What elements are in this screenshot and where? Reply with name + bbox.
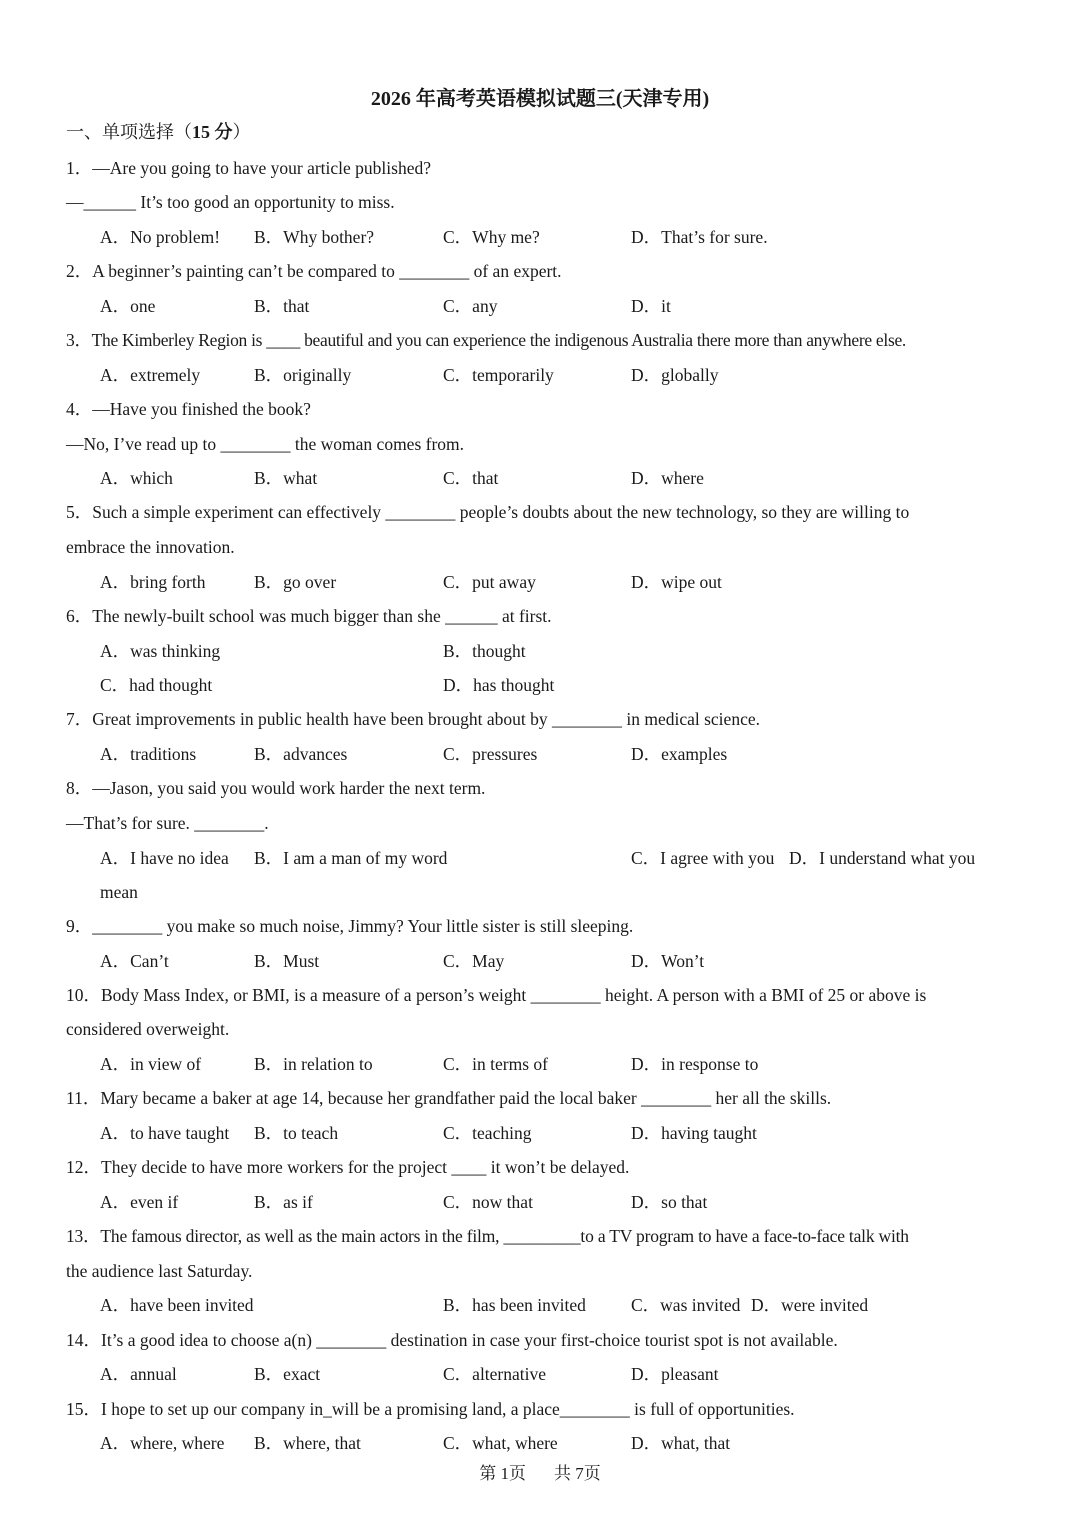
question-7-option-d: D．examples bbox=[631, 744, 728, 764]
question-10-option-b: B．in relation to bbox=[254, 1054, 373, 1074]
question-13-line-1: 13．The famous director, as well as the main actors in the film, _________to a TV program to have a face-to-face talk with bbox=[66, 1226, 909, 1246]
question-3-option-b: B．originally bbox=[254, 365, 352, 385]
question-10-option-c: C．in terms of bbox=[443, 1054, 548, 1074]
question-13-option-a: A．have been invited bbox=[100, 1295, 254, 1315]
question-3-line-1: 3．The Kimberley Region is ____ beautiful and you can experience the indigenous Australia there more than anywhere else. bbox=[66, 330, 906, 350]
question-5-line-1: 5．Such a simple experiment can effectively ________ people’s doubts about the new technology, so they are willing to bbox=[66, 502, 910, 522]
question-10-line-1: 10．Body Mass Index, or BMI, is a measure of a person’s weight ________ height. A person with a BMI of 25 or above is bbox=[66, 985, 927, 1005]
page-footer bbox=[0, 1462, 1080, 1486]
question-12-option-c: C．now that bbox=[443, 1192, 533, 1212]
question-8-option-c: C．I agree with you bbox=[631, 848, 775, 868]
question-7-option-b: B．advances bbox=[254, 744, 348, 764]
question-6-line-1: 6．The newly-built school was much bigger than she ______ at first. bbox=[66, 606, 552, 626]
question-10-line-2: considered overweight. bbox=[66, 1019, 230, 1039]
question-15-line-1: 15．I hope to set up our company in_will be a promising land, a place________ is full of opportunities. bbox=[66, 1399, 795, 1419]
section-heading bbox=[66, 120, 251, 144]
question-12-option-d: D．so that bbox=[631, 1192, 708, 1212]
question-3-option-d: D．globally bbox=[631, 365, 719, 385]
question-13-option-c: C．was invited bbox=[631, 1295, 741, 1315]
question-8-option-a: A．I have no idea bbox=[100, 848, 229, 868]
question-1-line-1: 1．—Are you going to have your article published? bbox=[66, 158, 431, 178]
question-5-option-b: B．go over bbox=[254, 572, 337, 592]
question-2-option-c: C．any bbox=[443, 296, 498, 316]
question-8-option-d-continued: mean bbox=[100, 882, 138, 902]
question-12-line-1: 12．They decide to have more workers for the project ____ it won’t be delayed. bbox=[66, 1157, 630, 1177]
question-1-option-a: A．No problem! bbox=[100, 227, 221, 247]
question-13-option-b: B．has been invited bbox=[443, 1295, 586, 1315]
question-4-option-c: C．that bbox=[443, 468, 499, 488]
question-4-line-1: 4．—Have you finished the book? bbox=[66, 399, 311, 419]
question-7-option-c: C．pressures bbox=[443, 744, 538, 764]
question-13-option-d: D．were invited bbox=[751, 1295, 869, 1315]
question-10-option-d: D．in response to bbox=[631, 1054, 759, 1074]
question-14-option-b: B．exact bbox=[254, 1364, 321, 1384]
question-5-option-a: A．bring forth bbox=[100, 572, 206, 592]
question-1-option-d: D．That’s for sure. bbox=[631, 227, 768, 247]
question-14-option-d: D．pleasant bbox=[631, 1364, 719, 1384]
question-1-option-b: B．Why bother? bbox=[254, 227, 375, 247]
page-total: 共 7页 bbox=[554, 1464, 601, 1483]
question-15-option-a: A．where, where bbox=[100, 1433, 225, 1453]
question-2-option-a: A．one bbox=[100, 296, 156, 316]
section-close: ） bbox=[232, 122, 251, 142]
question-5-line-2: embrace the innovation. bbox=[66, 537, 235, 557]
question-4-option-a: A．which bbox=[100, 468, 173, 488]
question-11-option-a: A．to have taught bbox=[100, 1123, 230, 1143]
page-number: 第 1页 bbox=[479, 1464, 526, 1483]
question-15-option-c: C．what, where bbox=[443, 1433, 558, 1453]
question-4-line-2: —No, I’ve read up to ________ the woman comes from. bbox=[66, 434, 465, 454]
question-11-option-b: B．to teach bbox=[254, 1123, 339, 1143]
question-10-option-a: A．in view of bbox=[100, 1054, 202, 1074]
question-2-option-b: B．that bbox=[254, 296, 310, 316]
question-9-option-c: C．May bbox=[443, 951, 505, 971]
question-8-option-d: D．I understand what you bbox=[789, 848, 976, 868]
question-1-option-c: C．Why me? bbox=[443, 227, 540, 247]
question-6-option-d: D．has thought bbox=[443, 675, 555, 695]
question-2-option-d: D．it bbox=[631, 296, 671, 316]
question-12-option-b: B．as if bbox=[254, 1192, 313, 1212]
question-7-line-1: 7．Great improvements in public health have been brought about by ________ in medical science. bbox=[66, 709, 760, 729]
question-6-option-c: C．had thought bbox=[100, 675, 213, 695]
question-1-line-2: —______ It’s too good an opportunity to miss. bbox=[66, 192, 395, 212]
question-8-line-2: —That’s for sure. ________. bbox=[66, 813, 269, 833]
question-14-option-c: C．alternative bbox=[443, 1364, 547, 1384]
question-8-line-1: 8．—Jason, you said you would work harder the next term. bbox=[66, 778, 486, 798]
section-points: 15 分 bbox=[192, 122, 233, 142]
question-9-option-d: D．Won’t bbox=[631, 951, 705, 971]
question-15-option-b: B．where, that bbox=[254, 1433, 361, 1453]
question-9-option-b: B．Must bbox=[254, 951, 320, 971]
question-12-option-a: A．even if bbox=[100, 1192, 179, 1212]
page-title: 2026 年高考英语模拟试题三(天津专用) bbox=[370, 88, 710, 110]
question-14-line-1: 14．It’s a good idea to choose a(n) ________ destination in case your first-choice tourist spot is not available. bbox=[66, 1330, 838, 1350]
question-6-option-b: B．thought bbox=[443, 641, 526, 661]
question-2-line-1: 2．A beginner’s painting can’t be compared to ________ of an expert. bbox=[66, 261, 562, 281]
question-15-option-d: D．what, that bbox=[631, 1433, 731, 1453]
question-9-line-1: 9．________ you make so much noise, Jimmy? Your little sister is still sleeping. bbox=[66, 916, 634, 936]
question-14-option-a: A．annual bbox=[100, 1364, 177, 1384]
question-11-line-1: 11．Mary became a baker at age 14, because her grandfather paid the local baker ________ her all the skills. bbox=[66, 1088, 832, 1108]
section-label: 一、单项选择（ bbox=[66, 122, 192, 142]
question-13-line-2: the audience last Saturday. bbox=[66, 1261, 253, 1281]
question-5-option-c: C．put away bbox=[443, 572, 536, 592]
question-3-option-a: A．extremely bbox=[100, 365, 201, 385]
question-9-option-a: A．Can’t bbox=[100, 951, 169, 971]
question-4-option-b: B．what bbox=[254, 468, 318, 488]
question-4-option-d: D．where bbox=[631, 468, 704, 488]
question-5-option-d: D．wipe out bbox=[631, 572, 722, 592]
question-7-option-a: A．traditions bbox=[100, 744, 197, 764]
question-3-option-c: C．temporarily bbox=[443, 365, 554, 385]
question-8-option-b: B．I am a man of my word bbox=[254, 848, 448, 868]
question-6-option-a: A．was thinking bbox=[100, 641, 221, 661]
question-11-option-d: D．having taught bbox=[631, 1123, 757, 1143]
question-11-option-c: C．teaching bbox=[443, 1123, 532, 1143]
